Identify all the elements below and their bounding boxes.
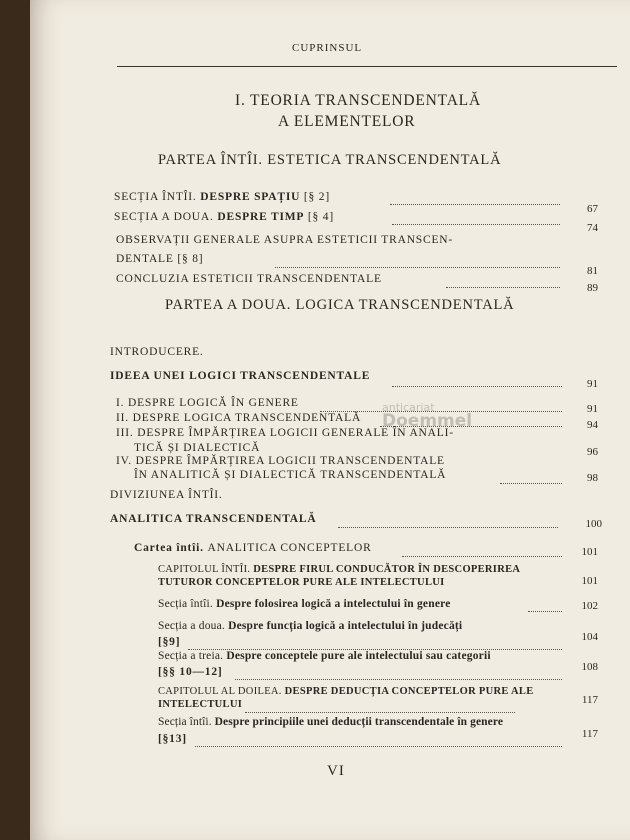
section-title-line2: A ELEMENTELOR <box>278 113 416 130</box>
dot-leader <box>392 385 562 387</box>
dot-leader <box>500 482 562 484</box>
toc-entry-roman-1: I. DESPRE LOGICĂ ÎN GENERE <box>116 397 299 409</box>
page-number: 81 <box>587 265 598 277</box>
page-number: 96 <box>587 446 598 458</box>
toc-introducere: INTRODUCERE. <box>110 346 204 358</box>
page-number: 67 <box>587 203 598 215</box>
toc-entry-observatii-line1: OBSERVAȚII GENERALE ASUPRA ESTETICII TRANSCEN- <box>116 234 454 246</box>
toc-entry-timp <box>114 211 334 223</box>
running-header: CUPRINSUL <box>292 42 363 54</box>
entry-prefix: CAPITOLUL AL DOILEA. <box>158 686 285 697</box>
page-number: 74 <box>587 222 598 234</box>
entry-prefix: Secția întîi. <box>158 598 217 610</box>
toc-entry-s3-line2: [§§ 10—12] <box>158 666 223 678</box>
folio-number: VI <box>327 763 345 779</box>
toc-entry-analitica: ANALITICA TRANSCENDENTALĂ <box>110 513 317 525</box>
dot-leader <box>528 610 562 612</box>
page-number: 101 <box>581 575 598 587</box>
page-number: 102 <box>581 600 598 612</box>
entry-suffix: [§ 2] <box>300 191 330 203</box>
toc-entry-ideea: IDEEA UNEI LOGICI TRANSCENDENTALE <box>110 370 371 382</box>
toc-entry-s4-line2: [§13] <box>158 733 187 745</box>
dot-leader <box>245 711 515 713</box>
page-number: 108 <box>581 661 598 673</box>
dot-leader <box>235 678 562 680</box>
section-title-line1: I. TEORIA TRANSCENDENTALĂ <box>235 92 481 109</box>
page-number: 98 <box>587 472 598 484</box>
page-number: 117 <box>581 728 598 740</box>
entry-prefix: Secția a treia. <box>158 650 227 662</box>
entry-title: Despre funcția logică a intelectului în judecăți <box>228 620 463 632</box>
toc-entry-observatii-line2: DENTALE [§ 8] <box>116 253 204 265</box>
entry-prefix: Secția întîi. <box>158 716 215 728</box>
entry-title: DESPRE DEDUCȚIA CONCEPTELOR PURE ALE <box>284 686 534 697</box>
toc-entry-s1 <box>158 598 451 610</box>
entry-title: DESPRE SPAȚIU <box>200 191 301 203</box>
entry-prefix: SECȚIA ÎNTÎI. <box>114 191 201 203</box>
toc-entry-roman-2: II. DESPRE LOGICA TRANSCENDENTALĂ <box>116 412 362 424</box>
page-number: 117 <box>581 694 598 706</box>
page-number: 89 <box>587 282 598 294</box>
entry-title: Despre principiile unei deducții transcendentale în genere <box>214 716 504 728</box>
book-page <box>30 0 630 840</box>
toc-entry-spatiu <box>114 191 330 203</box>
toc-entry-roman-4-line1: IV. DESPRE ÎMPĂRȚIREA LOGICII TRANSCENDENTALE <box>116 455 445 467</box>
page-number: 91 <box>587 378 598 390</box>
toc-entry-cartea <box>134 542 372 554</box>
entry-suffix: [§ 4] <box>304 211 334 223</box>
part-one-heading: PARTEA ÎNTÎI. ESTETICA TRANSCENDENTALĂ <box>158 152 502 168</box>
dot-leader <box>195 745 562 747</box>
dot-leader <box>446 286 560 288</box>
toc-entry-roman-4-line2: ÎN ANALITICĂ ȘI DIALECTICĂ TRANSCENDENTALĂ <box>134 469 447 481</box>
dot-leader <box>338 526 558 528</box>
entry-prefix: SECȚIA A DOUA. <box>114 211 218 223</box>
entry-prefix: CAPITOLUL ÎNTÎI. <box>158 564 254 575</box>
page-number: 91 <box>587 403 598 415</box>
dot-leader <box>275 266 560 268</box>
header-rule <box>117 66 617 67</box>
toc-entry-s4-line1 <box>158 716 503 728</box>
entry-title: ANALITICA CONCEPTELOR <box>207 542 372 554</box>
toc-entry-cap2-line1 <box>158 686 534 697</box>
watermark-line1: anticariat <box>382 401 435 414</box>
entry-prefix: Cartea întîi. <box>134 542 208 554</box>
toc-entry-roman-3-line1: III. DESPRE ÎMPĂRȚIREA LOGICII GENERALE ÎN ANALI- <box>116 427 454 439</box>
page-number: 94 <box>587 419 598 431</box>
entry-title: Despre folosirea logică a intelectului în genere <box>216 598 451 610</box>
toc-entry-cap1-line2: TUTUROR CONCEPTELOR PURE ALE INTELECTULUI <box>158 577 445 588</box>
toc-entry-concluzia: CONCLUZIA ESTETICII TRANSCENDENTALE <box>116 273 382 285</box>
toc-entry-cap1-line1 <box>158 564 520 575</box>
entry-title: Despre conceptele pure ale intelectului sau categorii <box>226 650 491 662</box>
toc-entry-roman-3-line2: TICĂ ȘI DIALECTICĂ <box>134 442 261 454</box>
page-number: 101 <box>581 546 598 558</box>
toc-diviziunea: DIVIZIUNEA ÎNTÎI. <box>110 489 223 501</box>
entry-title: DESPRE TIMP <box>217 211 305 223</box>
part-two-heading: PARTEA A DOUA. LOGICA TRANSCENDENTALĂ <box>165 297 515 313</box>
dot-leader <box>390 203 560 205</box>
page-number: 100 <box>585 518 602 530</box>
toc-entry-s3-line1 <box>158 650 491 662</box>
entry-prefix: Secția a doua. <box>158 620 229 632</box>
toc-entry-s2-line2: [§9] <box>158 636 181 648</box>
entry-title: DESPRE FIRUL CONDUCĂTOR ÎN DESCOPERIREA <box>253 564 521 575</box>
page-number: 104 <box>581 631 598 643</box>
dot-leader <box>392 223 560 225</box>
dot-leader <box>402 555 562 557</box>
toc-entry-cap2-line2: INTELECTULUI <box>158 699 243 710</box>
toc-entry-s2-line1 <box>158 620 462 632</box>
watermark-line2: Doemmel <box>382 411 473 431</box>
